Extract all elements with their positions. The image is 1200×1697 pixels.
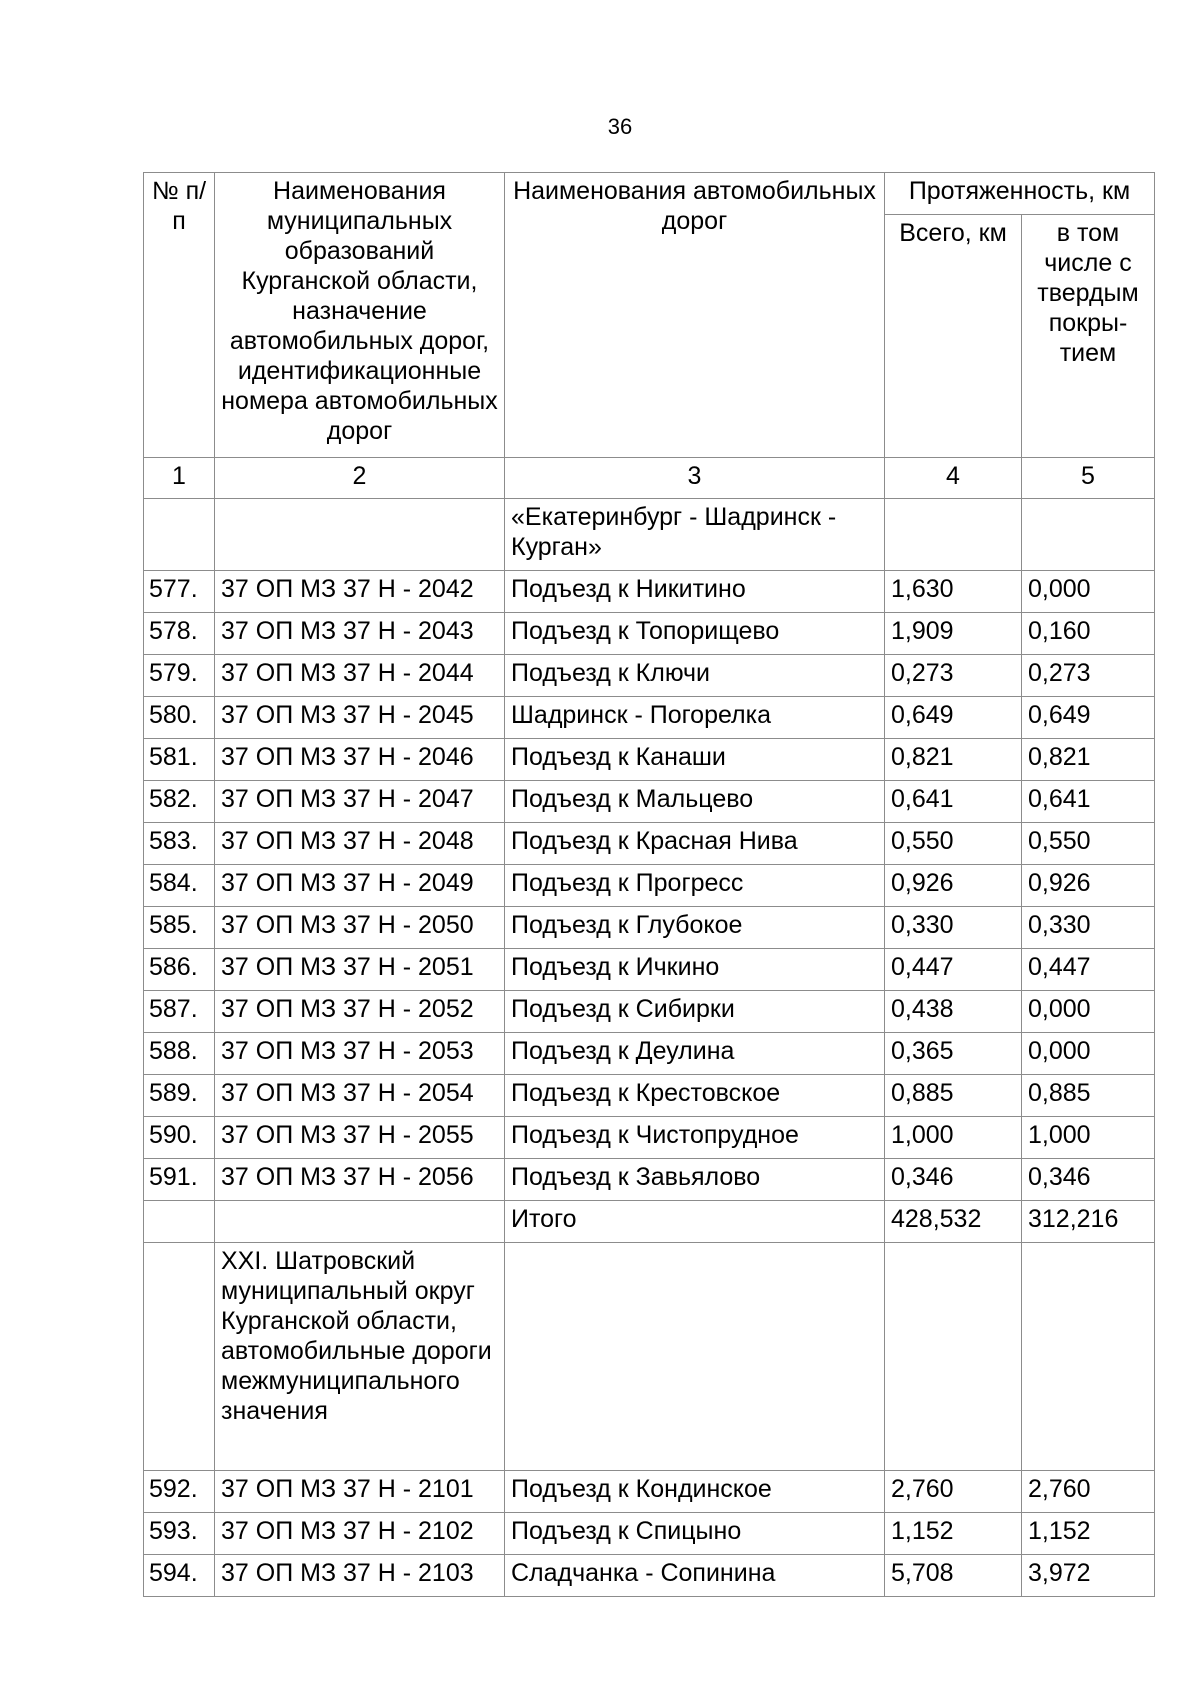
row-number: 581. bbox=[144, 739, 215, 781]
column-numbers-row bbox=[144, 458, 1155, 499]
road-id: 37 ОП МЗ 37 Н - 2055 bbox=[215, 1117, 505, 1159]
road-name: Подъезд к Красная Нива bbox=[505, 823, 885, 865]
road-id: 37 ОП МЗ 37 Н - 2044 bbox=[215, 655, 505, 697]
header-col-road-name: Наименования автомобильных дорог bbox=[505, 173, 885, 458]
road-id: 37 ОП МЗ 37 Н - 2052 bbox=[215, 991, 505, 1033]
road-name: Подъезд к Крестовское bbox=[505, 1075, 885, 1117]
road-name: Подъезд к Мальцево bbox=[505, 781, 885, 823]
road-id: 37 ОП МЗ 37 Н - 2046 bbox=[215, 739, 505, 781]
road-id: 37 ОП МЗ 37 Н - 2103 bbox=[215, 1555, 505, 1597]
header-col-number: № п/п bbox=[144, 173, 215, 458]
row-number: 579. bbox=[144, 655, 215, 697]
continuation-road-name: «Екатеринбург - Шадринск - Курган» bbox=[505, 499, 885, 571]
road-length-total: 1,152 bbox=[885, 1513, 1022, 1555]
road-length-hard: 0,447 bbox=[1022, 949, 1155, 991]
column-number: 4 bbox=[885, 458, 1022, 499]
road-id: 37 ОП МЗ 37 Н - 2043 bbox=[215, 613, 505, 655]
road-length-total: 0,438 bbox=[885, 991, 1022, 1033]
header-col-hard-surface: в том числе с твердым покры-тием bbox=[1022, 215, 1155, 458]
road-id: 37 ОП МЗ 37 Н - 2048 bbox=[215, 823, 505, 865]
road-length-hard: 0,000 bbox=[1022, 571, 1155, 613]
row-number: 588. bbox=[144, 1033, 215, 1075]
row-number: 577. bbox=[144, 571, 215, 613]
road-length-total: 5,708 bbox=[885, 1555, 1022, 1597]
road-id: 37 ОП МЗ 37 Н - 2102 bbox=[215, 1513, 505, 1555]
road-length-total: 0,641 bbox=[885, 781, 1022, 823]
row-number: 580. bbox=[144, 697, 215, 739]
table-row bbox=[144, 907, 1155, 949]
total-length: 428,532 bbox=[885, 1201, 1022, 1243]
road-id: 37 ОП МЗ 37 Н - 2101 bbox=[215, 1471, 505, 1513]
row-number: 587. bbox=[144, 991, 215, 1033]
road-length-hard: 0,649 bbox=[1022, 697, 1155, 739]
road-length-hard: 0,926 bbox=[1022, 865, 1155, 907]
road-name: Подъезд к Прогресс bbox=[505, 865, 885, 907]
road-length-total: 0,649 bbox=[885, 697, 1022, 739]
road-length-total: 2,760 bbox=[885, 1471, 1022, 1513]
road-length-total: 1,630 bbox=[885, 571, 1022, 613]
row-number: 584. bbox=[144, 865, 215, 907]
table-rows-group-a bbox=[144, 571, 1155, 1201]
road-name: Подъезд к Никитино bbox=[505, 571, 885, 613]
road-length-total: 0,273 bbox=[885, 655, 1022, 697]
table-row bbox=[144, 1075, 1155, 1117]
page-number: 36 bbox=[607, 114, 633, 139]
road-name: Шадринск - Погорелка bbox=[505, 697, 885, 739]
row-number: 593. bbox=[144, 1513, 215, 1555]
road-length-hard: 1,152 bbox=[1022, 1513, 1155, 1555]
header-col-municipality: Наименования муниципальных образований Курганской области, назначение автомобильных дорог, идентификационные номера автомобильных дорог bbox=[215, 173, 505, 458]
road-length-total: 1,000 bbox=[885, 1117, 1022, 1159]
road-length-total: 0,330 bbox=[885, 907, 1022, 949]
section-row bbox=[144, 1243, 1155, 1471]
road-length-total: 0,926 bbox=[885, 865, 1022, 907]
road-length-total: 0,550 bbox=[885, 823, 1022, 865]
road-name: Подъезд к Сибирки bbox=[505, 991, 885, 1033]
road-length-hard: 0,885 bbox=[1022, 1075, 1155, 1117]
road-length-hard: 3,972 bbox=[1022, 1555, 1155, 1597]
road-id: 37 ОП МЗ 37 Н - 2053 bbox=[215, 1033, 505, 1075]
table-row bbox=[144, 949, 1155, 991]
table-body bbox=[144, 499, 1155, 571]
column-number: 1 bbox=[144, 458, 215, 499]
road-length-hard: 0,821 bbox=[1022, 739, 1155, 781]
road-length-hard: 0,273 bbox=[1022, 655, 1155, 697]
road-name: Подъезд к Завьялово bbox=[505, 1159, 885, 1201]
road-name: Сладчанка - Сопинина bbox=[505, 1555, 885, 1597]
road-length-total: 0,447 bbox=[885, 949, 1022, 991]
table-row bbox=[144, 1513, 1155, 1555]
road-length-total: 0,885 bbox=[885, 1075, 1022, 1117]
column-number: 5 bbox=[1022, 458, 1155, 499]
road-name: Подъезд к Ичкино bbox=[505, 949, 885, 991]
section-title: XXI. Шатровский муниципальный округ Курганской области, автомобильные дороги межмуниципального значения bbox=[215, 1243, 505, 1471]
table-row bbox=[144, 991, 1155, 1033]
column-number: 2 bbox=[215, 458, 505, 499]
road-length-hard: 2,760 bbox=[1022, 1471, 1155, 1513]
continuation-row bbox=[144, 499, 1155, 571]
road-id: 37 ОП МЗ 37 Н - 2050 bbox=[215, 907, 505, 949]
total-hard-surface: 312,216 bbox=[1022, 1201, 1155, 1243]
total-group bbox=[144, 1201, 1155, 1471]
road-length-hard: 0,000 bbox=[1022, 991, 1155, 1033]
row-number: 594. bbox=[144, 1555, 215, 1597]
road-name: Подъезд к Чистопрудное bbox=[505, 1117, 885, 1159]
table-row bbox=[144, 655, 1155, 697]
road-name: Подъезд к Канаши bbox=[505, 739, 885, 781]
road-length-total: 0,365 bbox=[885, 1033, 1022, 1075]
row-number: 578. bbox=[144, 613, 215, 655]
road-id: 37 ОП МЗ 37 Н - 2049 bbox=[215, 865, 505, 907]
road-length-hard: 0,000 bbox=[1022, 1033, 1155, 1075]
roads-table bbox=[143, 172, 1155, 1597]
road-name: Подъезд к Кондинское bbox=[505, 1471, 885, 1513]
total-label: Итого bbox=[505, 1201, 885, 1243]
road-name: Подъезд к Глубокое bbox=[505, 907, 885, 949]
road-name: Подъезд к Спицыно bbox=[505, 1513, 885, 1555]
row-number: 592. bbox=[144, 1471, 215, 1513]
header-col-total: Всего, км bbox=[885, 215, 1022, 458]
table-rows-group-b bbox=[144, 1471, 1155, 1597]
header-length-group: Протяженность, км bbox=[885, 173, 1155, 215]
road-length-hard: 0,160 bbox=[1022, 613, 1155, 655]
road-length-hard: 0,330 bbox=[1022, 907, 1155, 949]
table-row bbox=[144, 1159, 1155, 1201]
road-id: 37 ОП МЗ 37 Н - 2045 bbox=[215, 697, 505, 739]
road-id: 37 ОП МЗ 37 Н - 2056 bbox=[215, 1159, 505, 1201]
road-id: 37 ОП МЗ 37 Н - 2051 bbox=[215, 949, 505, 991]
table-row bbox=[144, 865, 1155, 907]
table-row bbox=[144, 1471, 1155, 1513]
table-row bbox=[144, 1117, 1155, 1159]
road-length-total: 0,346 bbox=[885, 1159, 1022, 1201]
row-number: 589. bbox=[144, 1075, 215, 1117]
total-row bbox=[144, 1201, 1155, 1243]
road-id: 37 ОП МЗ 37 Н - 2054 bbox=[215, 1075, 505, 1117]
table-row bbox=[144, 1033, 1155, 1075]
road-id: 37 ОП МЗ 37 Н - 2047 bbox=[215, 781, 505, 823]
row-number: 591. bbox=[144, 1159, 215, 1201]
table-row bbox=[144, 781, 1155, 823]
row-number: 582. bbox=[144, 781, 215, 823]
road-length-hard: 0,641 bbox=[1022, 781, 1155, 823]
row-number: 585. bbox=[144, 907, 215, 949]
table-row bbox=[144, 1555, 1155, 1597]
road-name: Подъезд к Топорищево bbox=[505, 613, 885, 655]
road-name: Подъезд к Ключи bbox=[505, 655, 885, 697]
column-number: 3 bbox=[505, 458, 885, 499]
road-name: Подъезд к Деулина bbox=[505, 1033, 885, 1075]
row-number: 586. bbox=[144, 949, 215, 991]
road-length-total: 0,821 bbox=[885, 739, 1022, 781]
row-number: 590. bbox=[144, 1117, 215, 1159]
table-row bbox=[144, 739, 1155, 781]
table-row bbox=[144, 697, 1155, 739]
table-header bbox=[144, 173, 1155, 499]
road-length-hard: 0,346 bbox=[1022, 1159, 1155, 1201]
road-id: 37 ОП МЗ 37 Н - 2042 bbox=[215, 571, 505, 613]
row-number: 583. bbox=[144, 823, 215, 865]
table-row bbox=[144, 571, 1155, 613]
table-row bbox=[144, 823, 1155, 865]
road-length-hard: 0,550 bbox=[1022, 823, 1155, 865]
road-length-hard: 1,000 bbox=[1022, 1117, 1155, 1159]
table-row bbox=[144, 613, 1155, 655]
road-length-total: 1,909 bbox=[885, 613, 1022, 655]
header-row bbox=[144, 173, 1155, 215]
